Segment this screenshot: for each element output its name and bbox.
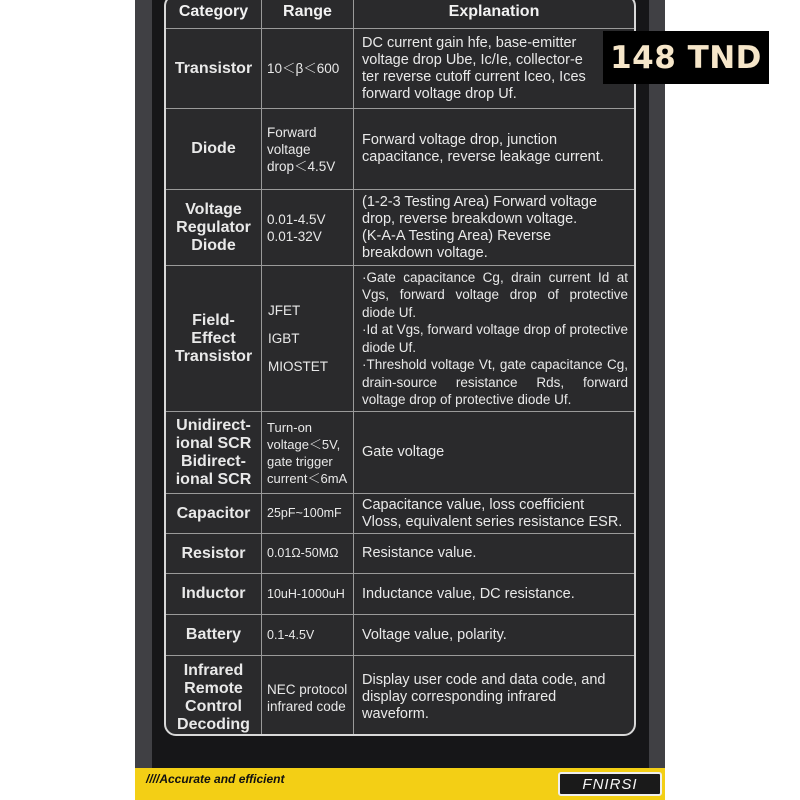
row-category-infrared: Infrared Remote Control Decoding [166, 656, 262, 736]
fet-type-jfet: JFET [268, 303, 301, 318]
fet-type-igbt: IGBT [268, 331, 300, 346]
row-range-scr: Turn-on voltage＜5V, gate trigger current＜6mA [262, 412, 354, 494]
row-range-capacitor: 25pF~100mF [262, 494, 354, 534]
header-explanation: Explanation [354, 0, 634, 29]
row-category-fet: Field-Effect Transistor [166, 266, 262, 412]
header-category: Category [166, 0, 262, 29]
row-range-inductor: 10uH-1000uH [262, 574, 354, 615]
row-explanation-diode: Forward voltage drop, junction capacitance, reverse leakage current. [354, 109, 634, 190]
row-explanation-inductor: Inductance value, DC resistance. [354, 574, 634, 615]
spec-table [164, 0, 636, 736]
row-range-infrared: NEC protocol infrared code [262, 656, 354, 736]
row-explanation-resistor: Resistance value. [354, 534, 634, 574]
row-range-diode: Forward voltage drop＜4.5V [262, 109, 354, 190]
row-category-resistor: Resistor [166, 534, 262, 574]
row-explanation-infrared: Display user code and data code, and display corresponding infrared waveform. [362, 672, 606, 722]
row-range-transistor: 10＜β＜600 [262, 29, 354, 109]
slogan-text: ////Accurate and efficient [146, 772, 285, 786]
row-explanation-voltage-regulator: (1-2-3 Testing Area) Forward voltage drop, reverse breakdown voltage. (K-A-A Testing Area) Reverse breakdown voltage. [354, 190, 634, 266]
row-range-voltage-regulator: 0.01-4.5V 0.01-32V [262, 190, 354, 266]
price-tag: 148 TND [603, 31, 769, 84]
row-explanation-scr: Gate voltage [354, 412, 634, 494]
row-category-scr: Unidirect- ional SCR Bidirect- ional SCR [166, 412, 262, 494]
row-category-transistor: Transistor [166, 29, 262, 109]
row-category-voltage-regulator: Voltage Regulator Diode [166, 190, 262, 266]
fet-type-mosfet: MIOSTET [268, 359, 328, 374]
row-category-battery: Battery [166, 615, 262, 656]
row-category-inductor: Inductor [166, 574, 262, 615]
header-range: Range [262, 0, 354, 29]
row-explanation-transistor: DC current gain hfe, base-emitter voltage drop Ube, Ic/Ie, collector-e ter reverse cutoff current Iceo, Ices forward voltage drop Uf. [354, 29, 634, 109]
brand-logo: FNIRSI [558, 772, 662, 796]
row-explanation-fet: ·Gate capacitance Cg, drain current Id at Vgs, forward voltage drop of protective diode Uf. ·Id at Vgs, forward voltage drop of protective diode Uf. ·Threshold voltage Vt, gate capacitance Cg, drain-source resistance Rds, forward voltage drop of protective diode Uf. [354, 266, 634, 412]
row-explanation-battery: Voltage value, polarity. [354, 615, 634, 656]
row-explanation-capacitor: Capacitance value, loss coefficient Vloss, equivalent series resistance ESR. [354, 494, 634, 534]
row-range-battery: 0.1-4.5V [262, 615, 354, 656]
row-category-diode: Diode [166, 109, 262, 190]
row-category-capacitor: Capacitor [166, 494, 262, 534]
row-range-resistor: 0.01Ω-50MΩ [262, 534, 354, 574]
row-range-fet [262, 266, 354, 412]
